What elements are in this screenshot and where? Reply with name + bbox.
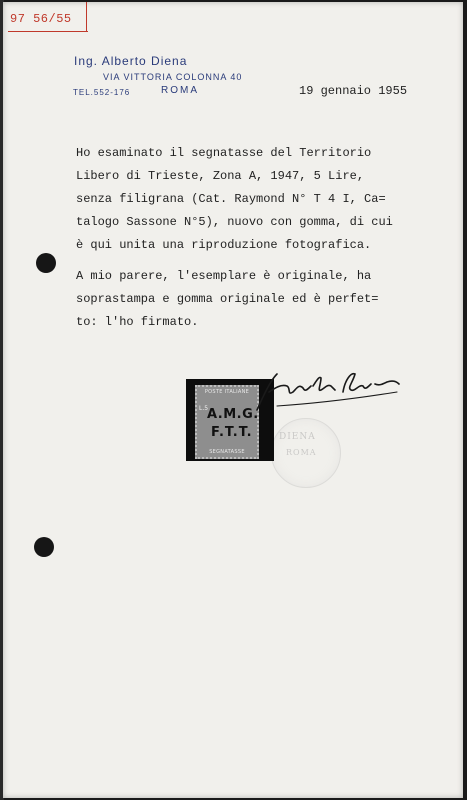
stamp-bottom-text: SEGNATASSE (209, 449, 245, 455)
stamp-overprint-line2: F.T.T. (211, 425, 253, 440)
reference-divider (86, 2, 87, 32)
stamp-value: L.5 (199, 405, 209, 412)
letterhead-telephone: TEL.552-176 (73, 88, 131, 97)
embossed-seal-line1: DIENA (279, 432, 316, 442)
letter-body (76, 142, 456, 334)
body-line: Libero di Trieste, Zona A, 1947, 5 Lire, (76, 169, 365, 183)
body-line: to: l'ho firmato. (76, 315, 199, 329)
body-line: senza filigrana (Cat. Raymond N° T 4 I, Ca= (76, 192, 386, 206)
punch-hole (36, 253, 56, 273)
body-line: Ho esaminato il segnatasse del Territorio (76, 146, 372, 160)
letterhead-city: ROMA (161, 85, 199, 96)
body-line: è qui unita una riproduzione fotografica. (76, 238, 372, 252)
reference-number: 97 56/55 (10, 12, 72, 26)
body-line: soprastampa e gomma originale ed è perfet= (76, 292, 379, 306)
handwritten-signature (247, 362, 407, 422)
stamp-overprint-line1: A.M.G. (207, 407, 259, 422)
body-line: A mio parere, l'esemplare è originale, ha (76, 269, 372, 283)
letterhead-address: VIA VITTORIA COLONNA 40 (103, 72, 243, 82)
embossed-seal-line2: ROMA (286, 448, 317, 457)
reference-underline (8, 31, 88, 32)
letter-date: 19 gennaio 1955 (299, 84, 408, 98)
body-line: talogo Sassone N°5), nuovo con gomma, di cui (76, 215, 393, 229)
letter-sheet (3, 2, 463, 798)
stamp-top-text: POSTE ITALIANE (204, 389, 250, 395)
punch-hole (34, 537, 54, 557)
letterhead-name: Ing. Alberto Diena (74, 54, 188, 68)
